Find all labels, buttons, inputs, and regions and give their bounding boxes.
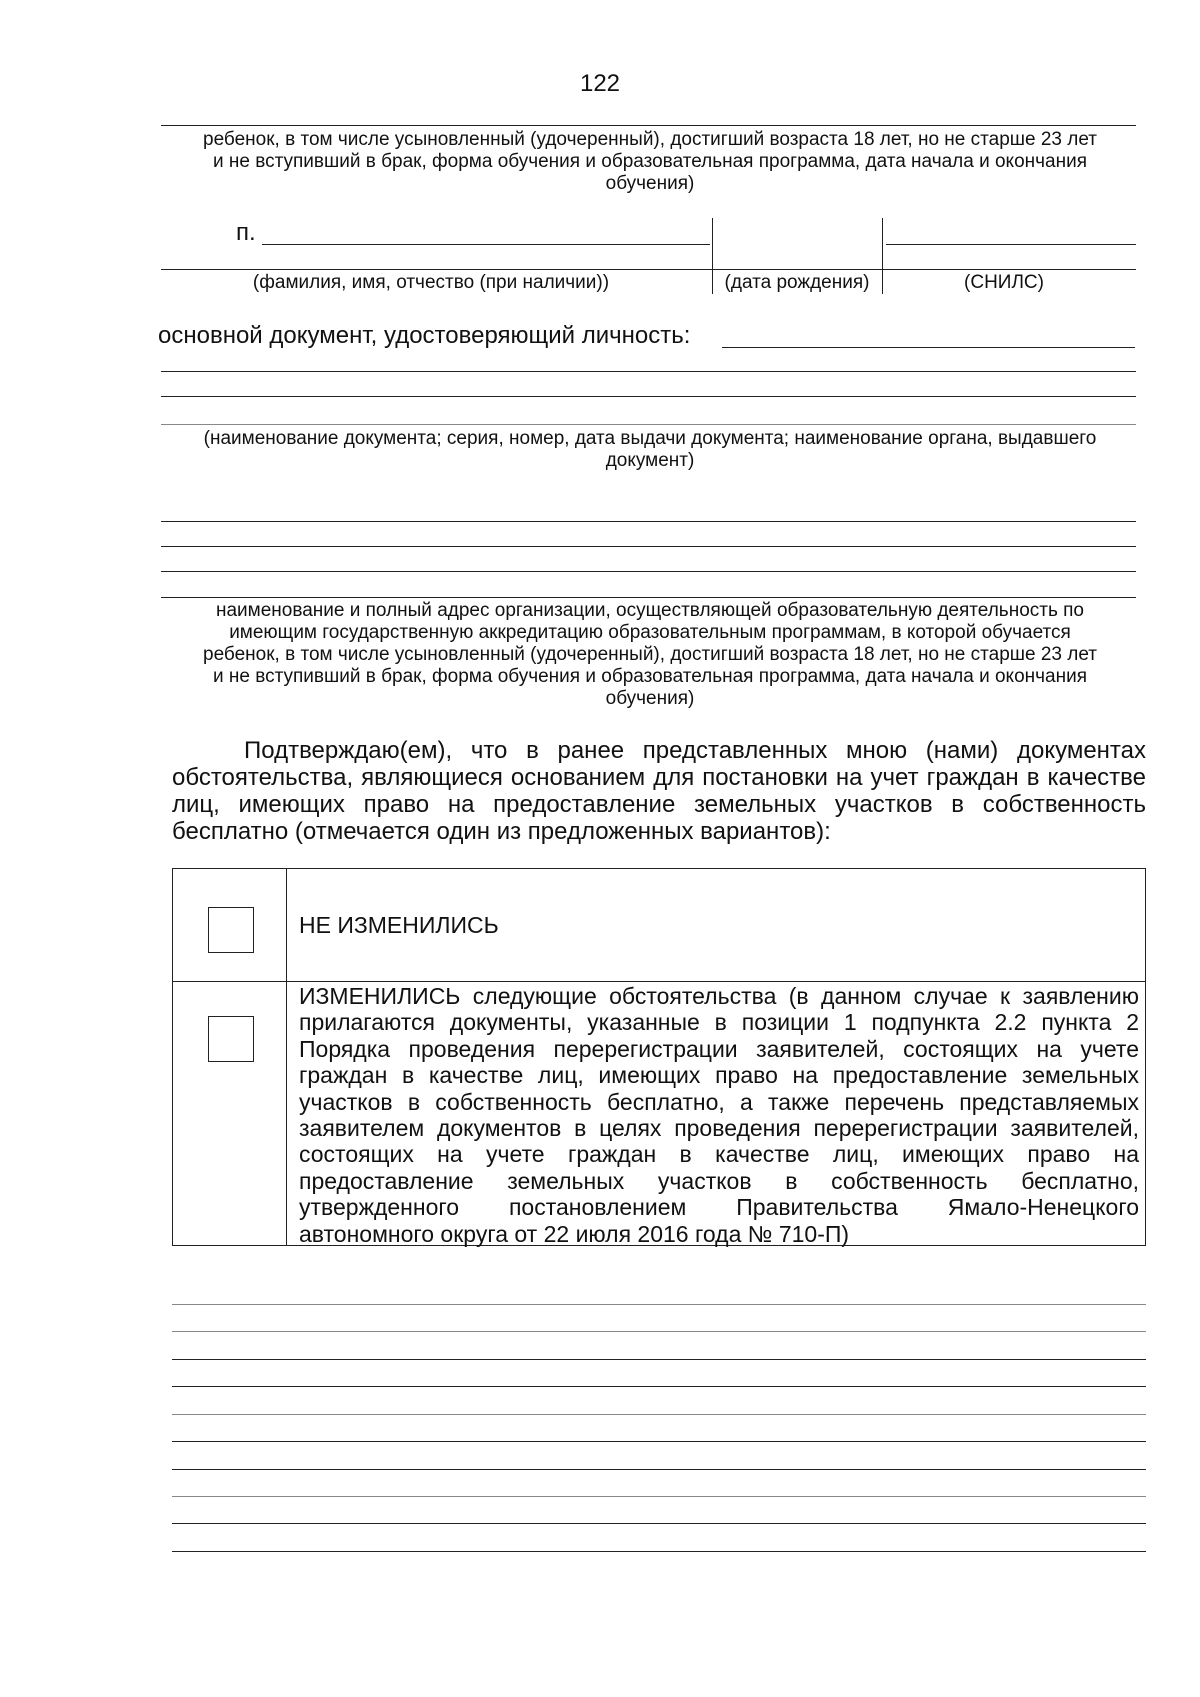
options-table-column-divider bbox=[286, 869, 287, 1245]
org-line-3[interactable] bbox=[161, 571, 1136, 572]
identity-doc-caption-line-2: документ) bbox=[605, 450, 695, 471]
identity-doc-caption bbox=[150, 428, 1150, 472]
person-row-rule bbox=[161, 269, 1136, 270]
fio-underline[interactable] bbox=[262, 244, 710, 245]
identity-doc-line-2[interactable] bbox=[161, 371, 1136, 372]
org-caption-line-1: наименование и полный адрес организации, осуществляющей образовательную деятельность по bbox=[215, 600, 1084, 621]
notes-line-5[interactable] bbox=[172, 1414, 1146, 1415]
identity-doc-label: основной документ, удостоверяющий личность: bbox=[158, 322, 691, 349]
notes-line-6[interactable] bbox=[172, 1441, 1146, 1442]
org-caption-line-4: и не вступивший в брак, форма обучения и образовательная программа, дата начала и окончания bbox=[212, 666, 1088, 687]
org-caption-line-2: имеющим государственную аккредитацию образовательным программам, в которой обучается bbox=[229, 622, 1071, 643]
column-divider-2 bbox=[882, 218, 883, 294]
identity-doc-field[interactable] bbox=[722, 347, 1135, 348]
org-caption bbox=[150, 600, 1150, 710]
not-changed-checkbox[interactable] bbox=[208, 907, 254, 953]
top-caption-line-1: ребенок, в том числе усыновленный (удочеренный), достигший возраста 18 лет, но не старше 23 лет bbox=[203, 129, 1097, 150]
identity-doc-caption-line-1: (наименование документа; серия, номер, дата выдачи документа; наименование органа, выдавшего bbox=[203, 428, 1097, 449]
top-caption-line-3: обучения) bbox=[605, 173, 695, 194]
fio-label: (фамилия, имя, отчество (при наличии)) bbox=[252, 272, 610, 293]
column-divider-1 bbox=[712, 218, 713, 294]
snils-underline[interactable] bbox=[886, 244, 1136, 245]
top-caption bbox=[150, 129, 1150, 195]
org-line-1[interactable] bbox=[161, 521, 1136, 522]
identity-doc-line-3[interactable] bbox=[161, 396, 1136, 397]
identity-doc-line-4[interactable] bbox=[161, 424, 1136, 425]
notes-line-9[interactable] bbox=[172, 1523, 1146, 1524]
options-table bbox=[172, 868, 1146, 1246]
confirmation-paragraph: Подтверждаю(ем), что в ранее представленных мною (нами) документах обстоятельства, являющиеся основанием для постановки на учет граждан в качестве лиц, имеющих право на предоставление земельных участков в собственность бесплатно (отмечается один из предложенных вариантов): bbox=[172, 737, 1146, 845]
org-caption-line-5: обучения) bbox=[605, 688, 695, 709]
org-line-4[interactable] bbox=[161, 597, 1136, 598]
top-caption-line-2: и не вступивший в брак, форма обучения и образовательная программа, дата начала и окончания bbox=[212, 151, 1088, 172]
changed-option-text bbox=[299, 983, 1139, 1247]
notes-line-7[interactable] bbox=[172, 1469, 1146, 1470]
org-line-2[interactable] bbox=[161, 546, 1136, 547]
notes-line-2[interactable] bbox=[172, 1331, 1146, 1332]
not-changed-label: НЕ ИЗМЕНИЛИСЬ bbox=[299, 912, 499, 938]
notes-line-8[interactable] bbox=[172, 1496, 1146, 1497]
changed-label: ИЗМЕНИЛИСЬ bbox=[299, 983, 461, 1009]
notes-line-1[interactable] bbox=[172, 1304, 1146, 1305]
changed-checkbox[interactable] bbox=[208, 1016, 254, 1062]
notes-line-4[interactable] bbox=[172, 1386, 1146, 1387]
item-prefix: п. bbox=[236, 219, 256, 246]
notes-line-3[interactable] bbox=[172, 1359, 1146, 1360]
org-caption-line-3: ребенок, в том числе усыновленный (удочеренный), достигший возраста 18 лет, но не старше 23 лет bbox=[203, 644, 1097, 665]
page-number: 122 bbox=[579, 70, 621, 97]
top-rule bbox=[161, 125, 1136, 126]
notes-line-10[interactable] bbox=[172, 1551, 1146, 1552]
snils-label: (СНИЛС) bbox=[964, 272, 1044, 293]
birth-date-label: (дата рождения) bbox=[724, 272, 870, 293]
options-table-row-divider bbox=[173, 981, 1145, 982]
changed-description: следующие обстоятельства (в данном случае к заявлению прилагаются документы, указанные в позиции 1 подпункта 2.2 пункта 2 Порядка проведения перерегистрации заявителей, состоящих на учете граждан в качестве лиц, имеющих право на предоставление земельных участков в собственность бесплатно, а также перечень представляемых заявителем документов в целях проведения перерегистрации заявителей, состоящих на учете граждан в качестве лиц, имеющих право на предоставление земельных участков в собственность бесплатно, утвержденного постановлением Правительства Ямало-Ненецкого автономного округа от 22 июля 2016 года № 710-П) bbox=[299, 983, 1139, 1247]
